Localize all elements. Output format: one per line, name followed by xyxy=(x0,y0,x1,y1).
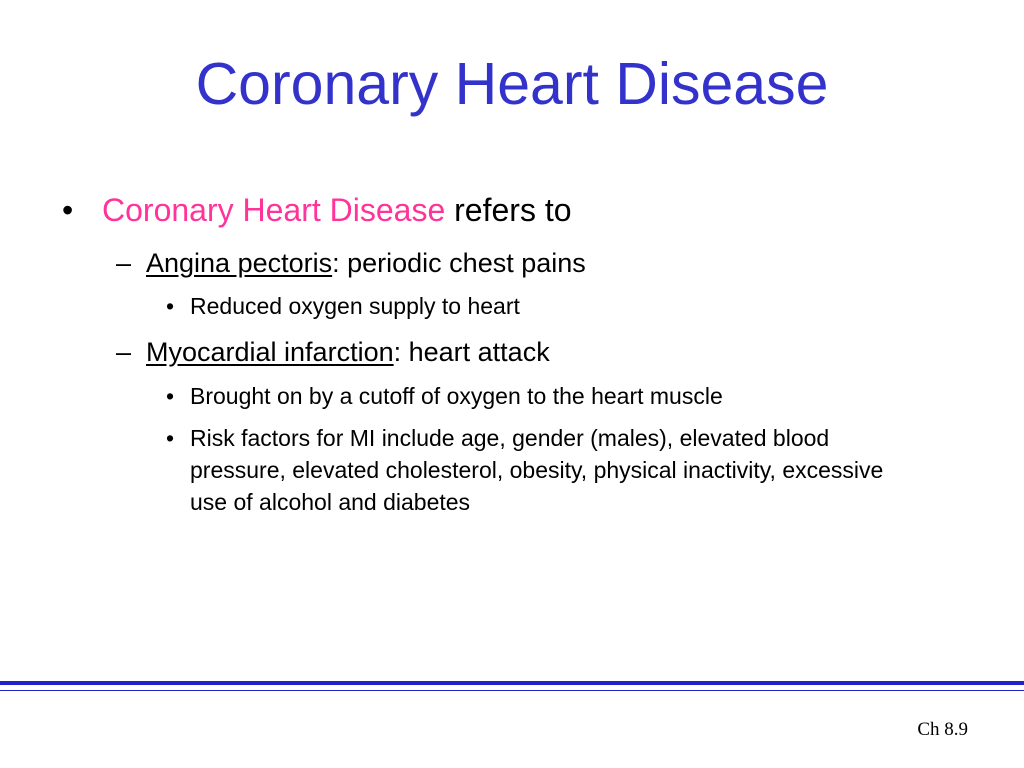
bullet-dot-icon: • xyxy=(166,293,175,319)
bullet-level1-text xyxy=(102,188,572,232)
bullet-level3-text: Brought on by a cutoff of oxygen to the heart muscle xyxy=(190,383,723,409)
bullet-level3-text: Risk factors for MI include age, gender (males), elevated blood pressure, elevated cholesterol, obesity, physical inactivity, excessive use of alcohol and diabetes xyxy=(190,425,884,515)
slide-number: Ch 8.9 xyxy=(917,719,968,740)
bullet-level2-text xyxy=(146,245,586,281)
bullet-level3-text: Reduced oxygen supply to heart xyxy=(190,293,520,319)
definition-angina: : periodic chest pains xyxy=(332,248,586,278)
dash-icon: – xyxy=(116,337,132,367)
bullet-dot-icon: • xyxy=(166,425,175,451)
footer-rule-thin xyxy=(0,690,1024,691)
bullet-dot-icon: • xyxy=(166,383,175,409)
bullet-level1-rest: refers to xyxy=(445,192,572,228)
bullet-level1-accent: Coronary Heart Disease xyxy=(102,192,446,228)
dash-icon: – xyxy=(116,248,132,278)
bullet-dot-icon: • xyxy=(62,192,74,228)
definition-myocardial: : heart attack xyxy=(393,337,550,367)
term-angina-pectoris: Angina pectoris xyxy=(146,248,333,278)
footer-rule-thick xyxy=(0,681,1024,685)
term-myocardial-infarction: Myocardial infarction xyxy=(146,337,394,367)
bullet-level2-text xyxy=(146,334,550,370)
slide-title: Coronary Heart Disease xyxy=(195,51,829,117)
